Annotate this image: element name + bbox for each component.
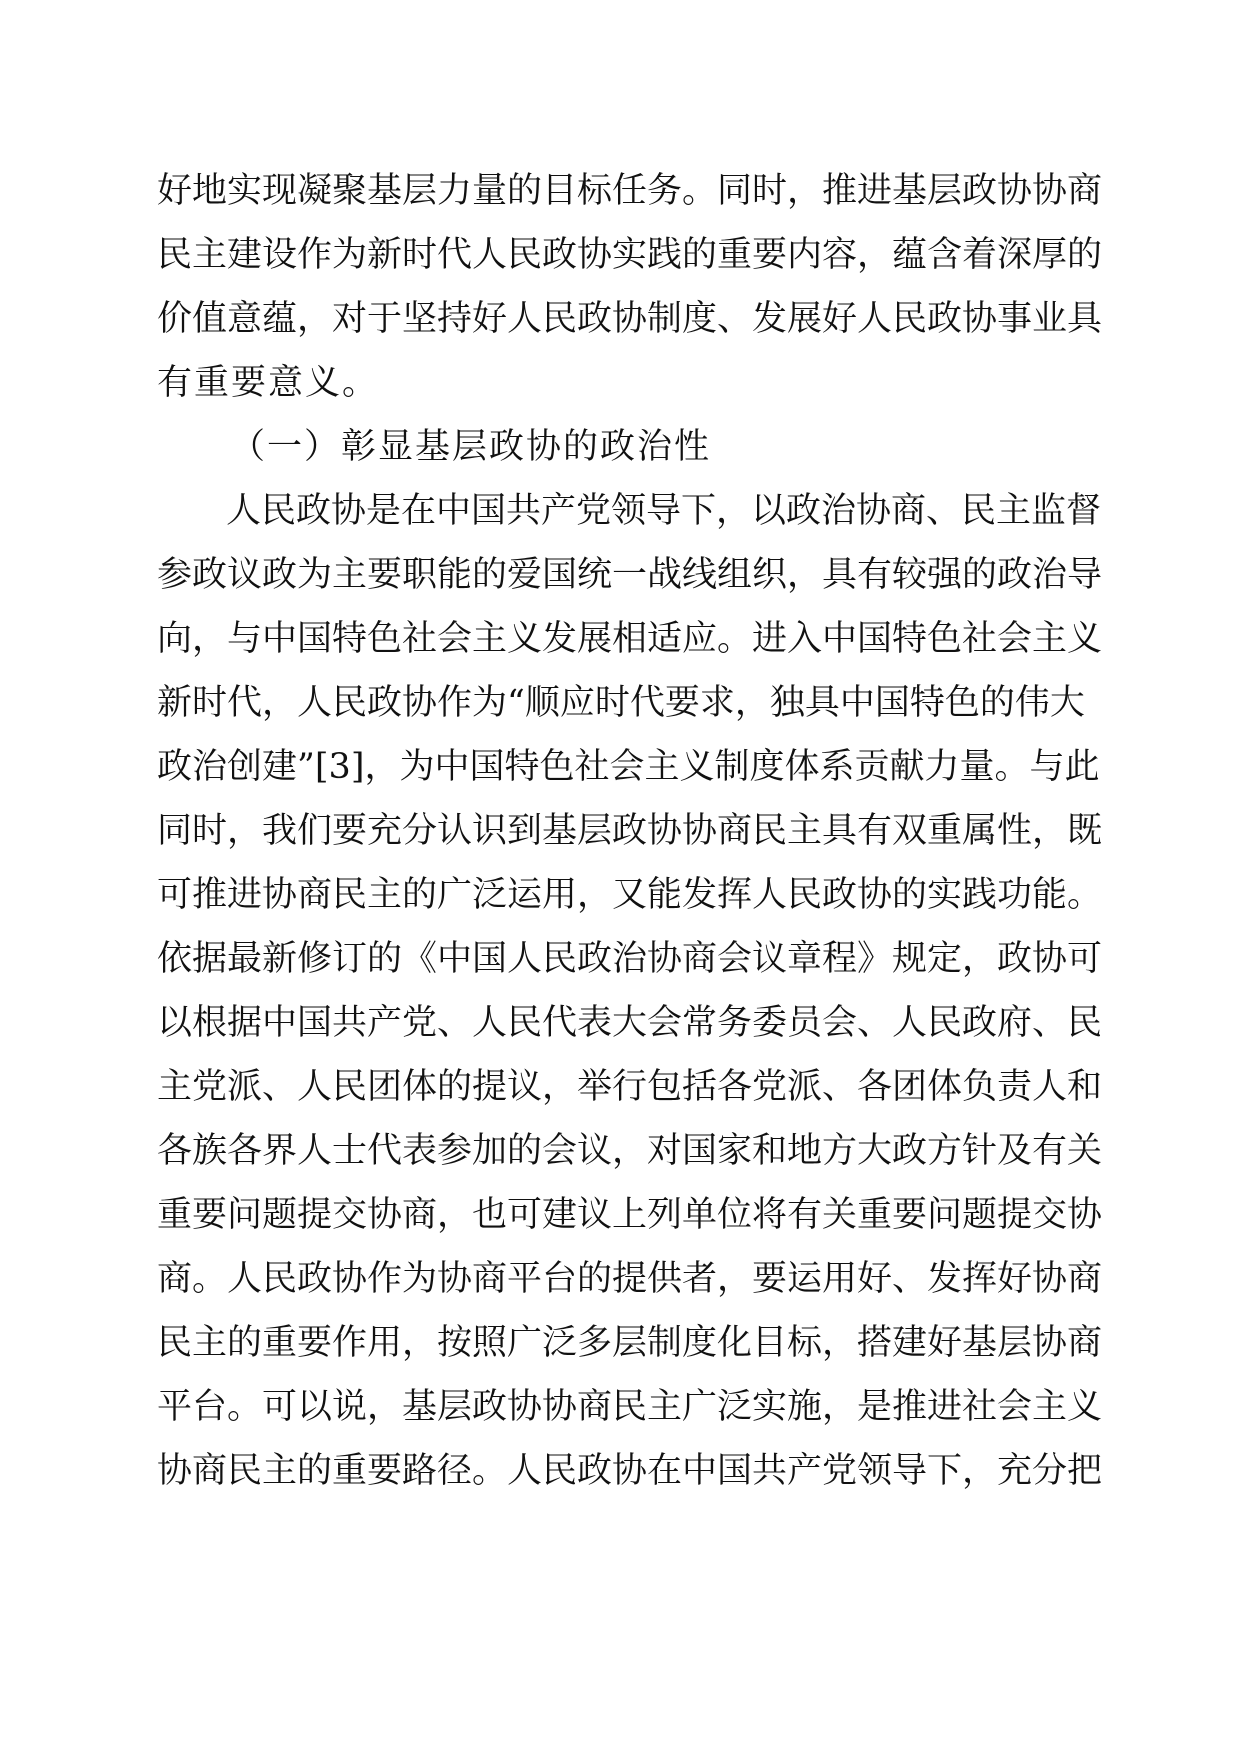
paragraph-line: 商。人民政协作为协商平台的提供者，要运用好、发挥好协商 bbox=[157, 1259, 1103, 1299]
paragraph-line: 平台。可以说，基层政协协商民主广泛实施，是推进社会主义 bbox=[157, 1387, 1103, 1427]
paragraph-line: 可推进协商民主的广泛运用，又能发挥人民政协的实践功能。 bbox=[157, 875, 1103, 915]
paragraph-line: 政治创建”[3]，为中国特色社会主义制度体系贡献力量。与此 bbox=[157, 747, 1100, 787]
paragraph-line: 好地实现凝聚基层力量的目标任务。同时，推进基层政协协商 bbox=[157, 171, 1103, 211]
paragraph-line: 向，与中国特色社会主义发展相适应。进入中国特色社会主义 bbox=[157, 619, 1103, 659]
paragraph-line: 民主的重要作用，按照广泛多层制度化目标，搭建好基层协商 bbox=[157, 1323, 1103, 1363]
paragraph-line: 参政议政为主要职能的爱国统一战线组织，具有较强的政治导 bbox=[157, 555, 1103, 595]
section-heading: （一）彰显基层政协的政治性 bbox=[230, 427, 712, 467]
paragraph-line: 以根据中国共产党、人民代表大会常务委员会、人民政府、民 bbox=[157, 1003, 1103, 1043]
paragraph-line: 价值意蕴，对于坚持好人民政协制度、发展好人民政协事业具 bbox=[157, 299, 1103, 339]
paragraph-line: 民主建设作为新时代人民政协实践的重要内容，蕴含着深厚的 bbox=[157, 235, 1103, 275]
paragraph-line: 新时代，人民政协作为“顺应时代要求，独具中国特色的伟大 bbox=[157, 683, 1085, 723]
paragraph-line: 各族各界人士代表参加的会议，对国家和地方大政方针及有关 bbox=[157, 1131, 1103, 1171]
paragraph-line: 依据最新修订的《中国人民政治协商会议章程》规定，政协可 bbox=[157, 939, 1103, 979]
paragraph-line: 重要问题提交协商，也可建议上列单位将有关重要问题提交协 bbox=[157, 1195, 1103, 1235]
paragraph-line: 有重要意义。 bbox=[157, 363, 380, 403]
paragraph-line: 协商民主的重要路径。人民政协在中国共产党领导下，充分把 bbox=[157, 1451, 1103, 1491]
paragraph-line: 人民政协是在中国共产党领导下，以政治协商、民主监督 bbox=[226, 491, 1102, 531]
paragraph-line: 同时，我们要充分认识到基层政协协商民主具有双重属性，既 bbox=[157, 811, 1103, 851]
paragraph-line: 主党派、人民团体的提议，举行包括各党派、各团体负责人和 bbox=[157, 1067, 1103, 1107]
